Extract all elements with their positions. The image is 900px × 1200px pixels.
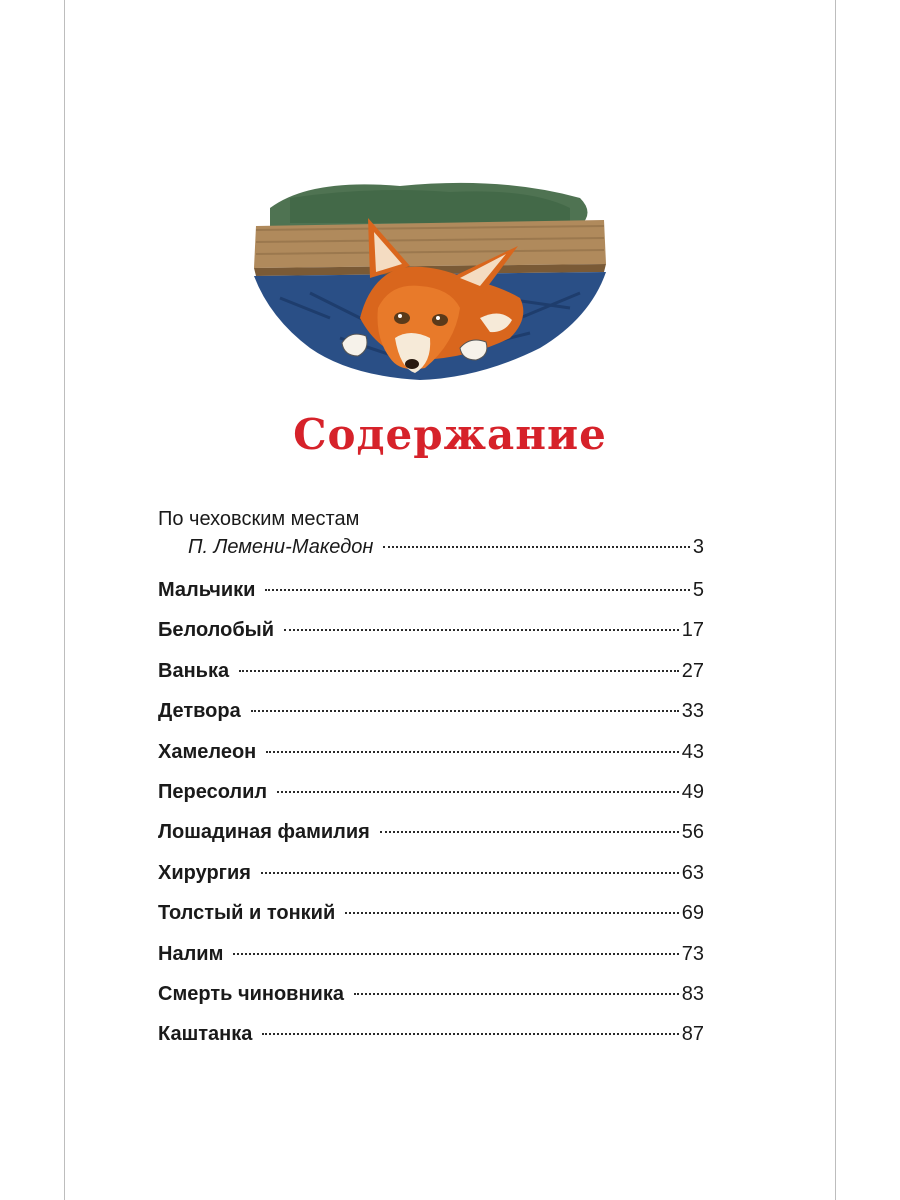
story-title: Мальчики <box>158 579 256 601</box>
story-title: Хамелеон <box>158 740 257 763</box>
page-number: 87 <box>681 1023 704 1046</box>
page-number: 56 <box>681 821 704 844</box>
toc-entry[interactable] <box>158 1014 704 1054</box>
leader-dots <box>265 589 689 591</box>
story-title: Каштанка <box>158 1023 253 1046</box>
page-number: 17 <box>681 619 704 642</box>
leader-dots <box>239 670 679 672</box>
story-title: Белолобый <box>158 619 275 642</box>
leader-dots <box>251 710 679 712</box>
leader-dots <box>284 629 679 631</box>
story-title: Налим <box>158 942 224 965</box>
toc-entry[interactable] <box>158 893 704 933</box>
story-title: Детвора <box>158 700 241 723</box>
leader-dots <box>354 993 679 995</box>
toc-entry[interactable] <box>158 934 704 974</box>
story-title: Лошадиная фамилия <box>158 821 370 844</box>
page-number: 33 <box>681 700 704 723</box>
story-title: Ванька <box>158 659 230 682</box>
toc-entry[interactable] <box>158 853 704 893</box>
story-title: Пересолил <box>158 780 268 803</box>
toc-entry[interactable] <box>158 691 704 731</box>
page-number: 69 <box>681 902 704 925</box>
table-of-contents <box>158 506 704 1055</box>
toc-entry[interactable] <box>158 610 704 650</box>
toc-entry[interactable] <box>158 651 704 691</box>
page-number: 63 <box>681 861 704 884</box>
page-number: 5 <box>692 579 704 601</box>
page-number: 3 <box>692 536 704 558</box>
fox-puppy-illustration <box>250 168 610 398</box>
intro-author: П. Лемени-Македон <box>188 536 374 558</box>
leader-dots <box>262 1033 678 1035</box>
page-number: 83 <box>681 982 704 1005</box>
leader-dots <box>277 791 679 793</box>
page-number: 49 <box>681 780 704 803</box>
story-title: Смерть чиновника <box>158 982 344 1005</box>
leader-dots <box>233 953 678 955</box>
toc-entry[interactable] <box>158 974 704 1014</box>
intro-heading: По чеховским местам <box>158 508 360 530</box>
toc-entry-intro[interactable] <box>158 532 704 562</box>
toc-entry[interactable] <box>158 732 704 772</box>
page-number: 43 <box>681 740 704 763</box>
leader-dots <box>261 872 679 874</box>
toc-entry[interactable] <box>158 772 704 812</box>
story-title: Толстый и тонкий <box>158 902 336 925</box>
toc-entry[interactable] <box>158 570 704 610</box>
page-number: 27 <box>681 659 704 682</box>
toc-entry[interactable] <box>158 812 704 852</box>
leader-dots <box>380 831 679 833</box>
leader-dots <box>383 546 690 548</box>
leader-dots <box>345 912 679 914</box>
page-number: 73 <box>681 942 704 965</box>
page-title: Содержание <box>293 410 607 459</box>
story-title: Хирургия <box>158 861 251 884</box>
leader-dots <box>266 751 679 753</box>
